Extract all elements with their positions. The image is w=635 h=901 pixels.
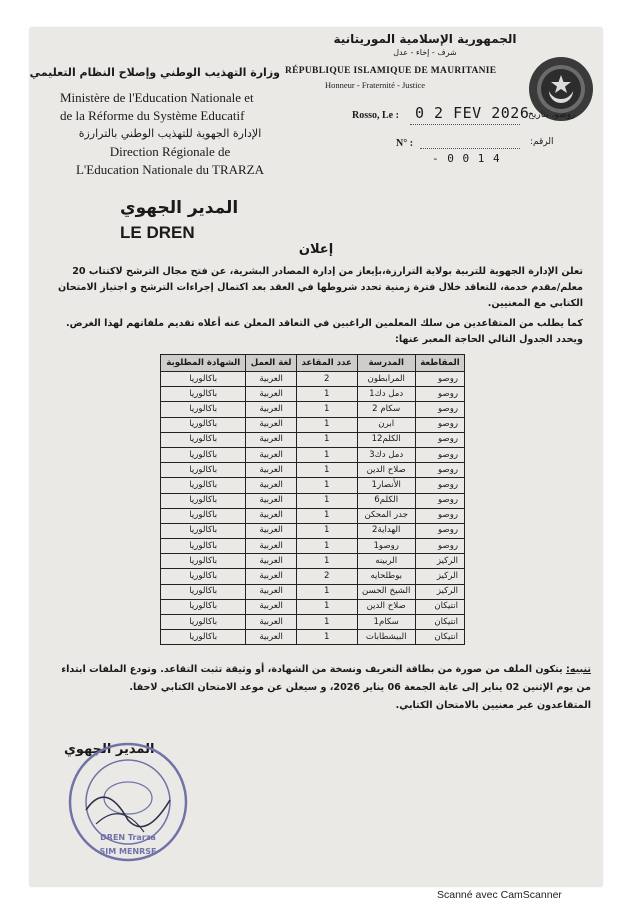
arabic-place-date-label: روصو، بتاريخ: [525,110,576,120]
cell-seats: 1 [296,402,357,417]
cell-seats: 1 [296,463,357,478]
cell-district: روصو [415,417,464,432]
table-row [161,432,465,447]
cell-school: سكام 2 [357,402,415,417]
stamp-text-1: DREN Trarza [100,833,156,842]
note-label: تنبيه: [565,664,591,675]
note-line-2: من يوم الإثنين 02 يناير إلى غاية الجمعة 06 يناير 2026، و سيعلن عن موعد الامتحان الكتابي لاحقا. [129,682,591,693]
table-row [161,584,465,599]
arabic-motto: شرف - إخاء - عدل [393,48,457,57]
cell-language: العربية [246,447,296,462]
cell-certificate: باكالوريا [161,539,246,554]
date-value: 0 2 FEV 2026 [415,104,530,122]
cell-school: الشيخ الحسن [357,584,415,599]
table-row [161,523,465,538]
cell-school: الكلم12 [357,432,415,447]
cell-seats: 2 [296,372,357,387]
cell-school: الربينه [357,554,415,569]
cell-district: انتيكان [415,630,464,645]
cell-language: العربية [246,523,296,538]
cell-seats: 1 [296,615,357,630]
cell-district: روصو [415,523,464,538]
cell-school: المرابطون [357,372,415,387]
cell-certificate: باكالوريا [161,372,246,387]
date-dotted-line [410,124,520,125]
cell-language: العربية [246,387,296,402]
cell-district: روصو [415,463,464,478]
announcement-heading: إعلان [298,242,334,257]
cell-certificate: باكالوريا [161,447,246,462]
cell-language: العربية [246,432,296,447]
arabic-direction: الإدارة الجهوية للتهذيب الوطني بالترارزة [78,127,262,140]
table-row [161,630,465,645]
cell-district: روصو [415,539,464,554]
cell-certificate: باكالوريا [161,478,246,493]
official-stamp-icon [66,740,190,864]
cell-seats: 1 [296,599,357,614]
cell-district: روصو [415,387,464,402]
french-republic-title: RÉPUBLIQUE ISLAMIQUE DE MAURITANIE [285,66,497,76]
header-seats: عدد المقاعد [296,355,357,372]
cell-district: انتيكان [415,615,464,630]
note-line-1 [36,664,591,675]
cell-language: العربية [246,417,296,432]
cell-language: العربية [246,599,296,614]
cell-seats: 1 [296,630,357,645]
cell-certificate: باكالوريا [161,615,246,630]
french-ministry-line1: Ministère de l'Education Nationale et [60,90,254,105]
cell-school: سكام1 [357,615,415,630]
cell-language: العربية [246,372,296,387]
cell-language: العربية [246,402,296,417]
cell-school: البيشطابات [357,630,415,645]
cell-district: روصو [415,402,464,417]
announcement-line-1: تعلن الإدارة الجهوية للتربية بولاية الترارزة،بإيعاز من إدارة المصادر البشرية، عن فتح مجال الترشح لاكتتاب 20 [72,266,583,277]
cell-seats: 1 [296,387,357,402]
cell-seats: 1 [296,432,357,447]
cell-seats: 1 [296,417,357,432]
cell-district: الركيز [415,554,464,569]
place-date-label: Rosso, Le : [352,110,399,121]
table-row [161,615,465,630]
number-dotted-line [420,148,520,149]
signature-title: المدير الجهوي [64,742,155,757]
cell-certificate: باكالوريا [161,569,246,584]
cell-school: الأنصار1 [357,478,415,493]
header-school: المدرسة [357,355,415,372]
cell-language: العربية [246,463,296,478]
cell-language: العربية [246,493,296,508]
table-row [161,417,465,432]
table-row [161,508,465,523]
stamp-text-2: SIM MENRSE [99,847,157,856]
french-motto: Honneur - Fraternité - Justice [325,80,426,90]
table-row [161,493,465,508]
arabic-number-label: الرقم: [530,137,554,147]
number-label: N° : [396,138,414,149]
header-language: لغة العمل [246,355,296,372]
cell-certificate: باكالوريا [161,402,246,417]
cell-seats: 1 [296,523,357,538]
cell-school: صلاح الدين [357,463,415,478]
issuer-french-title: LE DREN [120,223,195,242]
french-ministry-line2: de la Réforme du Système Educatif [60,108,245,123]
cell-school: صلاح الدين [357,599,415,614]
cell-seats: 1 [296,478,357,493]
cell-certificate: باكالوريا [161,493,246,508]
cell-school: روصو1 [357,539,415,554]
cell-school: بوطلحايه [357,569,415,584]
cell-district: انتيكان [415,599,464,614]
cell-language: العربية [246,539,296,554]
cell-seats: 1 [296,554,357,569]
table-row [161,478,465,493]
table-header-row [161,355,465,372]
cell-certificate: باكالوريا [161,599,246,614]
cell-seats: 1 [296,584,357,599]
note-text-1: يتكون الملف من صورة من بطاقة التعريف ونسخة من الشهادة، أو وثيقة تثبت التقاعد. وتودع الملفات ابتداء [61,664,563,675]
table-row [161,463,465,478]
cell-seats: 1 [296,508,357,523]
cell-language: العربية [246,478,296,493]
cell-district: روصو [415,478,464,493]
table-row [161,554,465,569]
cell-school: دمل دك3 [357,447,415,462]
cell-language: العربية [246,584,296,599]
cell-district: روصو [415,508,464,523]
announcement-line-5: ويحدد الجدول التالي الحاجة المعبر عنها: [394,334,583,345]
arabic-ministry: وزارة التهذيب الوطني وإصلاح النظام التعليمي [29,66,280,79]
cell-certificate: باكالوريا [161,554,246,569]
vacancies-table [160,354,465,645]
cell-certificate: باكالوريا [161,584,246,599]
cell-school: جدر المحكن [357,508,415,523]
table-row [161,569,465,584]
cell-district: الركيز [415,584,464,599]
cell-certificate: باكالوريا [161,387,246,402]
cell-language: العربية [246,569,296,584]
cell-certificate: باكالوريا [161,630,246,645]
cell-seats: 2 [296,569,357,584]
header-certificate: الشهادة المطلوبة [161,355,246,372]
french-direction-line1: Direction Régionale de [109,144,231,159]
cell-district: روصو [415,447,464,462]
table-row [161,387,465,402]
note-line-3: المتقاعدون غير معنيين بالامتحان الكتابي. [395,700,591,711]
cell-language: العربية [246,615,296,630]
cell-seats: 1 [296,539,357,554]
cell-language: العربية [246,508,296,523]
number-value: - 0 0 1 4 [432,152,501,165]
header-district: المقاطعة [415,355,464,372]
table-row [161,599,465,614]
cell-school: ابرن [357,417,415,432]
cell-certificate: باكالوريا [161,432,246,447]
cell-seats: 1 [296,493,357,508]
cell-school: الهداية2 [357,523,415,538]
cell-district: روصو [415,493,464,508]
cell-certificate: باكالوريا [161,463,246,478]
announcement-line-3: الكتابي مع المعنيين. [487,298,583,309]
issuer-arabic-title: المدير الجهوي [120,198,239,218]
arabic-republic-title: الجمهورية الإسلامية الموريتانية [333,32,517,46]
cell-district: روصو [415,432,464,447]
table-row [161,447,465,462]
cell-district: الركيز [415,569,464,584]
table-row [161,372,465,387]
cell-certificate: باكالوريا [161,417,246,432]
cell-language: العربية [246,630,296,645]
scanner-watermark: Scanné avec CamScanner [437,889,562,901]
table-row [161,539,465,554]
cell-school: الكلم6 [357,493,415,508]
cell-school: دمل دك1 [357,387,415,402]
french-direction-line2: L'Education Nationale du TRARZA [75,162,265,177]
cell-certificate: باكالوريا [161,508,246,523]
cell-certificate: باكالوريا [161,523,246,538]
announcement-line-2: معلم/مقدم خدمة، للتعاقد خلال فترة زمنية تحدد شروطها في العقد بعد اكتمال إجراءات الترشح و اجتياز الامتحان [57,282,583,293]
table-row [161,402,465,417]
cell-language: العربية [246,554,296,569]
cell-district: روصو [415,372,464,387]
announcement-line-4: كما يطلب من المتقاعدين من سلك المعلمين الراغبين في التعاقد المعلن عنه أعلاه تقديم ملفاتهم لهذا الغرض. [66,318,583,329]
cell-seats: 1 [296,447,357,462]
